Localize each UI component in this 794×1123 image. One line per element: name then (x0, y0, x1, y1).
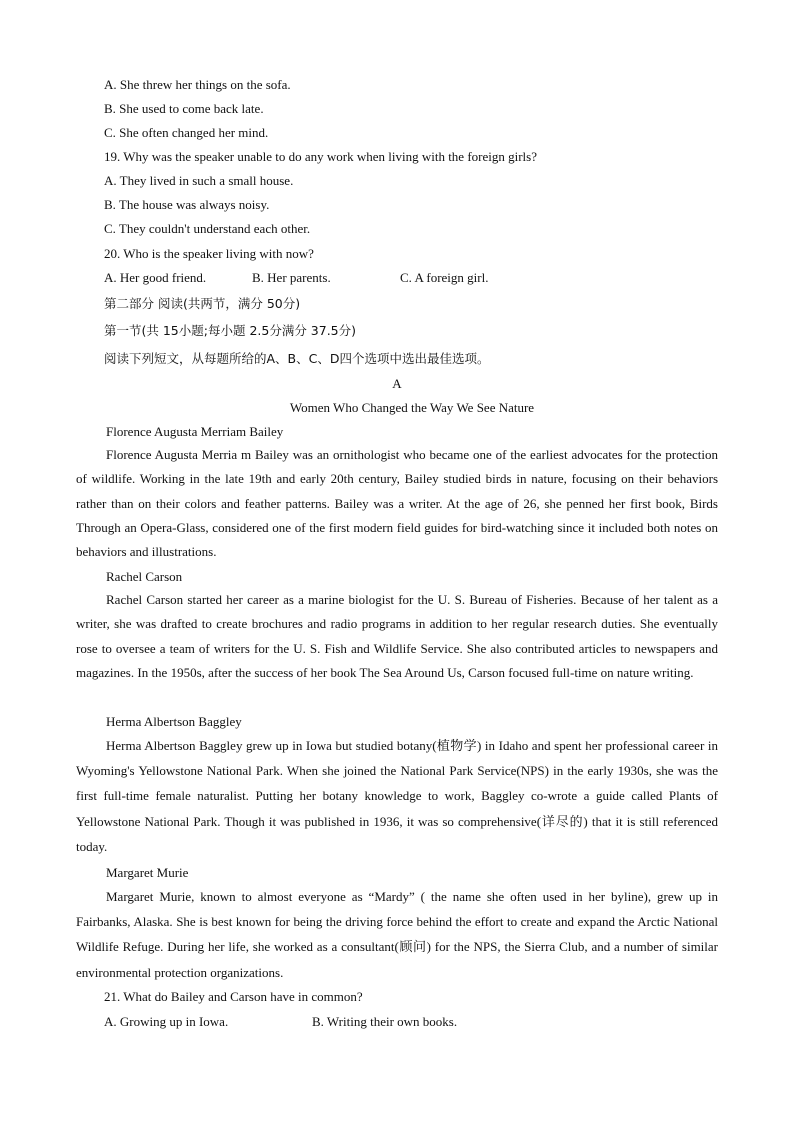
q20-option-a: A. Her good friend. (104, 270, 207, 285)
passage-letter: A (392, 376, 402, 391)
q21-option-b: B. Writing their own books. (312, 1014, 458, 1029)
paragraph-baggley: Herma Albertson Baggley grew up in Iowa but studied botany(植物学) in Idaho and spent her professional career in Wyoming's Yellowstone National Park. When she joined the National Park Service(NPS) in the early 1930s, she was the first full-time female naturalist. Putting her botany knowledge to work, Baggley co-wrote a guide called Plants of Yellowstone National Park. Though it was published in 1936, it was so comprehensive(详尽的) that it is still referenced today. (76, 738, 718, 854)
passage-title: Women Who Changed the Way We See Nature (289, 400, 535, 415)
q18-option-c: C. She often changed her mind. (104, 125, 269, 140)
q19-option-a: A. They lived in such a small house. (104, 173, 294, 188)
q21-question: 21. What do Bailey and Carson have in common? (104, 989, 363, 1004)
q20-option-b: B. Her parents. (252, 270, 331, 285)
person-name-baggley: Herma Albertson Baggley (106, 714, 242, 729)
q18-option-b: B. She used to come back late. (104, 101, 264, 116)
q19-option-b: B. The house was always noisy. (104, 197, 270, 212)
person-name-murie: Margaret Murie (106, 865, 189, 880)
paragraph-carson: Rachel Carson started her career as a marine biologist for the U. S. Bureau of Fisheries. Because of her talent as a writer, she was drafted to create brochures and radio programs in addition to her regular research duties. She eventually rose to oversee a team of writers for the U. S. Fish and Wildlife Service. She also contributed articles to newspapers and magazines. In the 1950s, after the success of her book The Sea Around Us, Carson focused full-time on nature writing. (76, 592, 718, 680)
q19-option-c: C. They couldn't understand each other. (104, 221, 311, 236)
section1-heading: 第一节(共 15小题;每小题 2.5分满分 37.5分) (104, 323, 357, 338)
person-name-carson: Rachel Carson (106, 569, 183, 584)
q20-option-c: C. A foreign girl. (400, 270, 489, 285)
q19-question: 19. Why was the speaker unable to do any work when living with the foreign girls? (104, 149, 537, 164)
reading-instruction: 阅读下列短文，从每题所给的A、B、C、D四个选项中选出最佳选项。 (104, 351, 490, 366)
paragraph-murie: Margaret Murie, known to almost everyone as “Mardy” ( the name she often used in her byline), grew up in Fairbanks, Alaska. She is best known for being the driving force behind the effort to create and expand the Arctic National Wildlife Refuge. During her life, she worked as a consultant(顾问) for the NPS, the Sierra Club, and a number of similar environmental protection organizations. (76, 889, 718, 980)
q21-option-a: A. Growing up in Iowa. (104, 1014, 229, 1029)
paragraph-bailey: Florence Augusta Merria m Bailey was an ornithologist who became one of the earliest advocates for the protection of wildlife. Working in the late 19th and early 20th century, Bailey studied birds in nature, focusing on their behaviors rather than on their colors and feather patterns. Bailey was a writer. At the age of 26, she penned her first book, Birds Through an Opera-Glass, considered one of the first modern field guides for bird-watching since it included both notes on behaviors and illustrations. (76, 447, 718, 560)
q18-option-a: A. She threw her things on the sofa. (104, 77, 291, 92)
person-name-bailey: Florence Augusta Merriam Bailey (106, 424, 284, 439)
part2-heading: 第二部分 阅读(共两节，满分 50分) (104, 296, 301, 311)
q20-question: 20. Who is the speaker living with now? (104, 246, 314, 261)
